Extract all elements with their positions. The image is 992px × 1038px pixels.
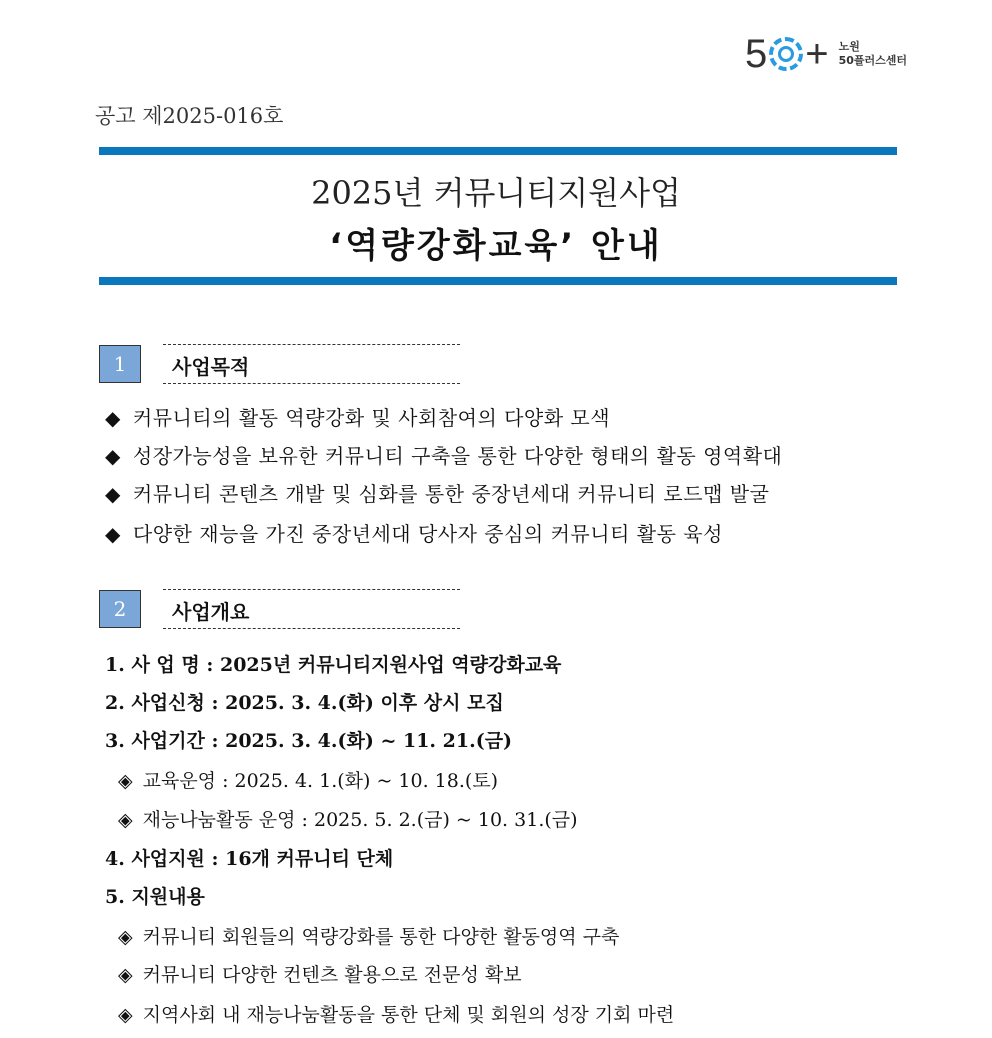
sub-item: ◈ 커뮤니티 다양한 컨텐츠 활용으로 전문성 확보: [118, 964, 522, 986]
title-bar-bottom: [99, 277, 897, 285]
title-line1: 2025년 커뮤니티지원사업: [311, 174, 681, 212]
logo-ring-icon: [769, 37, 803, 71]
diamond-sub-bullet-icon: ◈: [118, 809, 133, 831]
logo-line2: 50플러스센터: [838, 54, 908, 67]
divider: [163, 383, 460, 384]
diamond-sub-bullet-icon: ◈: [118, 926, 133, 948]
title-bar-top: [99, 147, 897, 155]
section-heading-2: 사업개요: [172, 600, 250, 624]
section-number-1: 1: [99, 345, 141, 383]
logo: 5 + 노원 50플러스센터: [745, 32, 908, 76]
section-number-2: 2: [99, 590, 141, 628]
logo-line1: 노원: [838, 40, 860, 53]
sub-item: ◈ 교육운영 : 2025. 4. 1.(화) ~ 10. 18.(토): [118, 770, 499, 792]
divider: [163, 589, 460, 590]
list-item: 4. 사업지원 : 16개 커뮤니티 단체: [105, 848, 394, 870]
list-item: 2. 사업신청 : 2025. 3. 4.(화) 이후 상시 모집: [105, 692, 504, 714]
list-item: ◆ 성장가능성을 보유한 커뮤니티 구축을 통한 다양한 형태의 활동 영역확대: [105, 444, 783, 468]
title-line2: ‘역량강화교육’ 안내: [329, 226, 663, 266]
list-item: ◆ 커뮤니티 콘텐츠 개발 및 심화를 통한 중장년세대 커뮤니티 로드맵 발굴: [105, 482, 770, 506]
diamond-bullet-icon: ◆: [105, 482, 121, 506]
divider: [163, 344, 460, 345]
sub-item: ◈ 커뮤니티 회원들의 역량강화를 통한 다양한 활동영역 구축: [118, 926, 620, 948]
logo-mark: 5: [745, 32, 768, 76]
diamond-bullet-icon: ◆: [105, 406, 121, 430]
notice-number: 공고 제2025-016호: [95, 104, 284, 128]
list-item: ◆ 다양한 재능을 가진 중장년세대 당사자 중심의 커뮤니티 활동 육성: [105, 522, 723, 546]
diamond-bullet-icon: ◆: [105, 522, 121, 546]
sub-item: ◈ 지역사회 내 재능나눔활동을 통한 단체 및 회원의 성장 기회 마련: [118, 1004, 675, 1026]
diamond-bullet-icon: ◆: [105, 444, 121, 468]
list-item: 1. 사 업 명 : 2025년 커뮤니티지원사업 역량강화교육: [105, 654, 562, 676]
list-item: ◆ 커뮤니티의 활동 역량강화 및 사회참여의 다양화 모색: [105, 406, 611, 430]
section-heading-1: 사업목적: [172, 355, 250, 379]
diamond-sub-bullet-icon: ◈: [118, 1004, 133, 1026]
divider: [163, 628, 460, 629]
list-item: 3. 사업기간 : 2025. 3. 4.(화) ~ 11. 21.(금): [105, 730, 513, 752]
list-item: 5. 지원내용: [105, 886, 205, 908]
sub-item: ◈ 재능나눔활동 운영 : 2025. 5. 2.(금) ~ 10. 31.(금): [118, 809, 578, 831]
diamond-sub-bullet-icon: ◈: [118, 964, 133, 986]
diamond-sub-bullet-icon: ◈: [118, 770, 133, 792]
